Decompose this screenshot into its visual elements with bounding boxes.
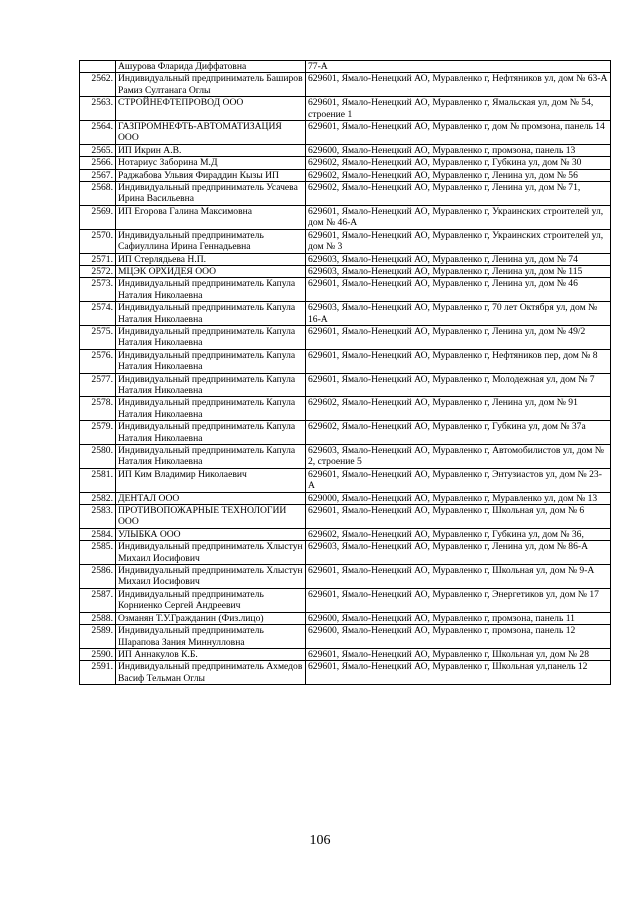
address-cell: 629601, Ямало-Ненецкий АО, Муравленко г, дом № промзона, панель 14 [306,121,611,145]
organization-name-cell: Индивидуальный предприниматель Капула Наталия Николаевна [116,373,306,397]
organization-name-cell: Индивидуальный предприниматель Капула Наталия Николаевна [116,397,306,421]
organization-name-cell: Раджабова Ульвия Фираддин Кызы ИП [116,169,306,181]
table-row [80,625,611,649]
address-cell: 629603, Ямало-Ненецкий АО, Муравленко г, Ленина ул, дом № 86-А [306,541,611,565]
organization-name-cell: Индивидуальный предприниматель Баширов Рамиз Султанага Оглы [116,73,306,97]
row-number-cell: 2576. [80,349,116,373]
row-number-cell: 2578. [80,397,116,421]
table-row [80,229,611,253]
table-row [80,61,611,73]
row-number-cell: 2589. [80,625,116,649]
table-row [80,73,611,97]
row-number-cell: 2583. [80,505,116,529]
row-number-cell: 2569. [80,205,116,229]
organization-name-cell: Индивидуальный предприниматель Капула Наталия Николаевна [116,278,306,302]
address-cell: 629601, Ямало-Ненецкий АО, Муравленко г, Школьная ул, дом № 28 [306,648,611,660]
registry-table [79,60,611,685]
address-cell: 629602, Ямало-Ненецкий АО, Муравленко г, Ленина ул, дом № 71, [306,182,611,206]
table-row [80,373,611,397]
table-row [80,253,611,265]
address-cell: 629601, Ямало-Ненецкий АО, Муравленко г, Ленина ул, дом № 46 [306,278,611,302]
address-cell: 629603, Ямало-Ненецкий АО, Муравленко г, Автомобилистов ул, дом № 2, строение 5 [306,445,611,469]
organization-name-cell: Индивидуальный предприниматель Капула Наталия Николаевна [116,325,306,349]
row-number-cell: 2571. [80,253,116,265]
table-row [80,278,611,302]
row-number-cell: 2565. [80,144,116,156]
organization-name-cell: УЛЫБКА ООО [116,528,306,540]
address-cell: 629603, Ямало-Ненецкий АО, Муравленко г, 70 лет Октября ул, дом № 16-А [306,302,611,326]
address-cell: 629602, Ямало-Ненецкий АО, Муравленко г, Губкина ул, дом № 30 [306,157,611,169]
row-number-cell: 2588. [80,612,116,624]
page-number: 106 [309,833,331,848]
table-row [80,505,611,529]
row-number-cell: 2562. [80,73,116,97]
organization-name-cell: Индивидуальный предприниматель Усачева Ирина Васильевна [116,182,306,206]
organization-name-cell: Индивидуальный предприниматель Сафиуллина Ирина Геннадьевна [116,229,306,253]
address-cell: 629602, Ямало-Ненецкий АО, Муравленко г, Ленина ул, дом № 91 [306,397,611,421]
address-cell: 629603, Ямало-Ненецкий АО, Муравленко г, Ленина ул, дом № 115 [306,265,611,277]
table-row [80,612,611,624]
table-row [80,397,611,421]
organization-name-cell: ИП Икрин А.В. [116,144,306,156]
address-cell: 629602, Ямало-Ненецкий АО, Муравленко г, Губкина ул, дом № 37а [306,421,611,445]
row-number-cell: 2591. [80,661,116,685]
table-row [80,169,611,181]
table-row [80,445,611,469]
organization-name-cell: ПРОТИВОПОЖАРНЫЕ ТЕХНОЛОГИИ ООО [116,505,306,529]
row-number-cell: 2580. [80,445,116,469]
address-cell: 629601, Ямало-Ненецкий АО, Муравленко г, Энтузиастов ул, дом № 23-А [306,468,611,492]
table-row [80,97,611,121]
row-number-cell: 2577. [80,373,116,397]
address-cell: 629600, Ямало-Ненецкий АО, Муравленко г, промзона, панель 12 [306,625,611,649]
address-cell: 629601, Ямало-Ненецкий АО, Муравленко г, Украинских строителей ул, дом № 3 [306,229,611,253]
row-number-cell: 2575. [80,325,116,349]
address-cell: 629600, Ямало-Ненецкий АО, Муравленко г, промзона, панель 13 [306,144,611,156]
table-row [80,205,611,229]
table-row [80,648,611,660]
row-number-cell: 2587. [80,588,116,612]
address-cell: 629601, Ямало-Ненецкий АО, Муравленко г, Украинских строителей ул, дом № 46-А [306,205,611,229]
row-number-cell: 2579. [80,421,116,445]
organization-name-cell: ГАЗПРОМНЕФТЬ-АВТОМАТИЗАЦИЯ ООО [116,121,306,145]
address-cell: 77-А [306,61,611,73]
row-number-cell: 2586. [80,565,116,589]
organization-name-cell: Ашурова Фларида Диффатовна [116,61,306,73]
organization-name-cell: Индивидуальный предприниматель Капула Наталия Николаевна [116,445,306,469]
address-cell: 629000, Ямало-Ненецкий АО, Муравленко г, Муравленко ул, дом № 13 [306,492,611,504]
table-row [80,265,611,277]
table-row [80,468,611,492]
row-number-cell: 2584. [80,528,116,540]
organization-name-cell: ИП Стерлядьева Н.П. [116,253,306,265]
organization-name-cell: Нотариус Заборина М.Д [116,157,306,169]
address-cell: 629601, Ямало-Ненецкий АО, Муравленко г, Молодежная ул, дом № 7 [306,373,611,397]
registry-table-body [80,61,611,685]
row-number-cell: 2570. [80,229,116,253]
address-cell: 629601, Ямало-Ненецкий АО, Муравленко г, Школьная ул, дом № 9-А [306,565,611,589]
table-row [80,157,611,169]
table-row [80,588,611,612]
address-cell: 629601, Ямало-Ненецкий АО, Муравленко г, Энергетиков ул, дом № 17 [306,588,611,612]
organization-name-cell: Индивидуальный предприниматель Корниенко Сергей Андреевич [116,588,306,612]
table-row [80,528,611,540]
address-cell: 629602, Ямало-Ненецкий АО, Муравленко г, Губкина ул, дом № 36, [306,528,611,540]
table-row [80,144,611,156]
organization-name-cell: Индивидуальный предприниматель Капула Наталия Николаевна [116,421,306,445]
organization-name-cell: МЦЭК ОРХИДЕЯ ООО [116,265,306,277]
table-row [80,661,611,685]
address-cell: 629601, Ямало-Ненецкий АО, Муравленко г, Нефтяников ул, дом № 63-А [306,73,611,97]
organization-name-cell: Индивидуальный предприниматель Ахмедов Васиф Тельман Оглы [116,661,306,685]
row-number-cell: 2564. [80,121,116,145]
row-number-cell [80,61,116,73]
organization-name-cell: Индивидуальный предприниматель Хлыстун Михаил Иосифович [116,565,306,589]
organization-name-cell: ИП Егорова Галина Максимовна [116,205,306,229]
address-cell: 629601, Ямало-Ненецкий АО, Муравленко г, Школьная ул,панель 12 [306,661,611,685]
row-number-cell: 2590. [80,648,116,660]
row-number-cell: 2563. [80,97,116,121]
organization-name-cell: ДЕНТАЛ ООО [116,492,306,504]
organization-name-cell: СТРОЙНЕФТЕПРОВОД ООО [116,97,306,121]
row-number-cell: 2581. [80,468,116,492]
row-number-cell: 2574. [80,302,116,326]
organization-name-cell: Индивидуальный предприниматель Капула Наталия Николаевна [116,302,306,326]
table-row [80,421,611,445]
row-number-cell: 2566. [80,157,116,169]
table-row [80,121,611,145]
address-cell: 629603, Ямало-Ненецкий АО, Муравленко г, Ленина ул, дом № 74 [306,253,611,265]
address-cell: 629601, Ямало-Ненецкий АО, Муравленко г, Школьная ул, дом № 6 [306,505,611,529]
table-row [80,302,611,326]
organization-name-cell: Индивидуальный предприниматель Капула Наталия Николаевна [116,349,306,373]
row-number-cell: 2567. [80,169,116,181]
row-number-cell: 2573. [80,278,116,302]
address-cell: 629601, Ямало-Ненецкий АО, Муравленко г, Ленина ул, дом № 49/2 [306,325,611,349]
row-number-cell: 2585. [80,541,116,565]
table-row [80,492,611,504]
address-cell: 629600, Ямало-Ненецкий АО, Муравленко г, промзона, панель 11 [306,612,611,624]
table-row [80,182,611,206]
organization-name-cell: ИП Ким Владимир Николаевич [116,468,306,492]
table-row [80,541,611,565]
table-row [80,349,611,373]
organization-name-cell: Индивидуальный предприниматель Шарапова Зания Миннулловна [116,625,306,649]
address-cell: 629602, Ямало-Ненецкий АО, Муравленко г, Ленина ул, дом № 56 [306,169,611,181]
table-row [80,565,611,589]
address-cell: 629601, Ямало-Ненецкий АО, Муравленко г, Ямальская ул, дом № 54, строение 1 [306,97,611,121]
row-number-cell: 2582. [80,492,116,504]
organization-name-cell: ИП Аннакулов К.Б. [116,648,306,660]
address-cell: 629601, Ямало-Ненецкий АО, Муравленко г, Нефтяников пер, дом № 8 [306,349,611,373]
row-number-cell: 2572. [80,265,116,277]
organization-name-cell: Индивидуальный предприниматель Хлыстун Михаил Иосифович [116,541,306,565]
table-row [80,325,611,349]
organization-name-cell: Озманян Т.У.Гражданин (Физ.лицо) [116,612,306,624]
row-number-cell: 2568. [80,182,116,206]
